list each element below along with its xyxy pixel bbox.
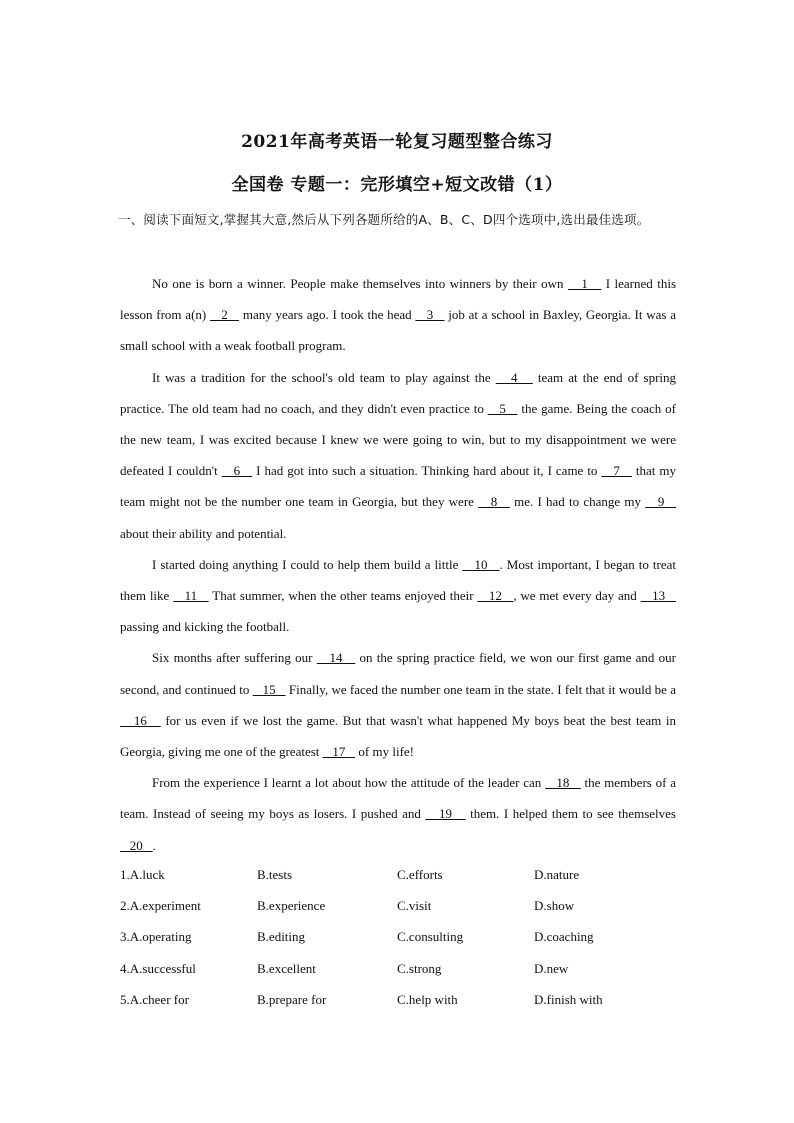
cloze-blank: 12 [477,588,514,604]
option-a: 1.A.luck [120,867,165,882]
passage-paragraph: I started doing anything I could to help them build a little 10 . Most important, I began to treat them like 11 That summer, when the other teams enjoyed their 12 , we met every day and 13 passing and kicking the football. [120,556,676,635]
answer-options [120,859,680,1015]
option-a: 3.A.operating [120,929,192,945]
option-c: C.strong [397,960,442,976]
option-b: B.prepare for [257,991,327,1007]
option-c: C.visit [397,898,432,914]
question-options-row [120,921,680,952]
option-a: 4.A.successful [120,960,196,976]
cloze-blank: 8 [478,494,510,510]
cloze-blank: 17 [322,744,356,760]
cloze-blank: 16 [120,712,161,728]
question-options-row [120,890,680,921]
option-a: 2.A.experiment [120,898,201,914]
option-a: 5.A.cheer for [120,991,189,1007]
option-c: C.consulting [397,929,464,945]
cloze-blank: 9 [645,494,677,510]
option-c: C.help with [397,991,458,1007]
cloze-blank: 15 [252,681,286,697]
cloze-blank: 20 [120,837,153,853]
option-d: D.finish with [534,991,603,1007]
option-d: D.new [534,960,569,976]
cloze-blank: 3 [415,307,445,323]
passage-paragraph: Six months after suffering our 14 on the spring practice field, we won our first game and our second, and continued to 15 Finally, we faced the number one team in the state. I felt that it would be a 16 for us even if we lost the game. But that wasn't what happened My boys beat the best team in Georgia, giving me one of the greatest 17 of my life! [120,650,677,760]
cloze-blank: 7 [601,463,632,479]
passage-paragraph: No one is born a winner. People make themselves into winners by their own 1 I learned this lesson from a(n) 2 many years ago. I took the head 3 job at a school in Baxley, Georgia. It was a small school with a weak football program. [120,276,677,354]
cloze-blank: 1 [567,276,602,291]
cloze-blank: 5 [487,400,518,416]
passage-paragraph: From the experience I learnt a lot about how the attitude of the leader can 18 the members of a team. Instead of seeing my boys as losers. I pushed and 19 them. I helped them to see themselves 20 . [120,775,676,853]
option-b: B.tests [257,867,293,882]
cloze-blank: 10 [462,556,500,572]
option-d: D.coaching [534,929,594,945]
cloze-blank: 4 [495,369,533,385]
cloze-blank: 11 [173,588,209,604]
option-b: B.excellent [257,960,316,976]
page-subtitle: 全国卷 专题一：完形填空+短文改错（1） [231,175,563,195]
cloze-blank: 19 [425,806,466,822]
question-options-row [120,953,680,984]
page-title: 2021年高考英语一轮复习题型整合练习 [241,132,553,152]
question-options-row [120,859,680,890]
option-c: C.efforts [397,867,443,882]
cloze-blank: 18 [545,775,581,791]
question-options-row [120,984,680,1015]
cloze-blank: 13 [640,588,676,604]
cloze-blank: 2 [210,307,240,323]
option-b: B.experience [257,898,326,914]
section-instruction: 一、阅读下面短文,掌握其大意,然后从下列各题所给的A、B、C、D四个选项中,选出最佳选项。 [118,212,650,227]
option-d: D.nature [534,867,580,882]
option-d: D.show [534,898,575,914]
passage-paragraph: It was a tradition for the school's old team to play against the 4 team at the end of spring practice. The old team had no coach, and they didn't even practice to 5 the game. Being the coach of the new team, I was excited because I knew we were going to win, but to my disappointment we were defeated I couldn't 6 I had got into such a situation. Thinking hard about it, I came to 7 that my team might not be the number one team in Georgia, but they were 8 me. I had to change my 9 about their ability and potential. [120,369,677,541]
cloze-blank: 6 [221,463,253,479]
cloze-blank: 14 [316,650,356,666]
cloze-passage [120,268,676,861]
option-b: B.editing [257,929,306,945]
